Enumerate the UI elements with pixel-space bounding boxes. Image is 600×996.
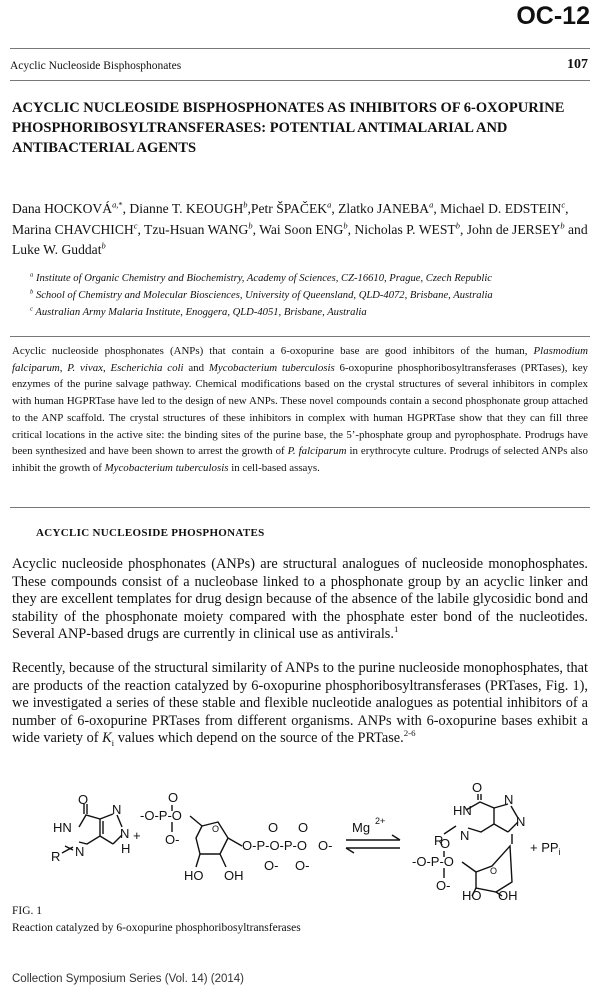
author-name: Dana HOCKOVÁ [12,201,113,216]
svg-text:N: N [75,844,85,859]
svg-text:R: R [434,833,444,848]
author-affiliation-mark: a,* [112,199,123,210]
author-affiliation-mark: b [248,219,253,230]
abstract-rule-top [10,336,590,337]
affiliations [30,270,590,321]
author-affiliation-mark: c [133,219,138,230]
author-name: Luke W. Guddat [12,242,102,257]
author-name: Petr ŠPAČEK [250,201,328,216]
svg-text:OH: OH [224,868,244,883]
svg-text:O: O [472,780,483,795]
svg-text:OH: OH [498,888,518,902]
section-heading: ACYCLIC NUCLEOSIDE PHOSPHONATES [36,527,265,539]
svg-text:N: N [516,814,526,829]
svg-text:HN: HN [453,803,472,818]
svg-text:HO: HO [462,888,482,902]
plus-sign: + [133,828,141,843]
figure-label: FIG. 1 [12,905,43,917]
svg-text:HO: HO [184,868,204,883]
svg-text:N: N [120,826,130,841]
svg-text:Mg: Mg [352,820,371,835]
svg-text:O: O [168,790,179,805]
author-name: Wai Soon ENG [259,221,344,237]
author-name: Zlatko JANEBA [338,201,430,216]
footer-series: Collection Symposium Series (Vol. 14) (2014) [12,973,245,985]
svg-text:O-: O- [436,878,451,893]
svg-text:N: N [112,802,122,817]
pyrophosphate-product: + $PP_i$ [530,840,561,857]
paragraph-1: Acyclic nucleoside phosphonates (ANPs) are structural analogues of nucleoside monophosphates. These compounds consist of a nucleobase linked to a phosphonate group by an acyclic linker and they are excellent templates for drug design because of the absence of the labile glycosidic bond and stability of the phosphonate moiety compared with the phosphate ester bond of the nucleotides. Several ANP-based drugs are currently in clinical use as antivirals.$^1$ [12,556,588,643]
session-code: OC-12 [516,2,590,30]
svg-text:O: O [78,792,89,807]
svg-text:N: N [504,792,514,807]
author-affiliation-mark: b [343,219,348,230]
article-title: ACYCLIC NUCLEOSIDE BISPHOSPHONATES AS INHIBITORS OF 6-OXOPURINE PHOSPHORIBOSYLTRANSFERASES: POTENTIAL ANTIMALARIAL AND ANTIBACTERIAL AGENTS [12,100,565,156]
svg-text:O-P-O-P-O: O-P-O-P-O [242,838,307,853]
affiliation-a: $^a$ Institute of Organic Chemistry and Biochemistry, Academy of Sciences, CZ-16610, Prague, Czech Republic [30,271,492,284]
svg-text:O-: O- [165,832,180,847]
author-affiliation-mark: b [455,219,460,230]
author-name: Dianne T. KEOUGH [129,201,244,216]
svg-text:O-: O- [318,838,333,853]
svg-text:HN: HN [53,820,72,835]
running-title: Acyclic Nucleoside Bisphosphonates [10,60,182,72]
svg-text:O: O [212,824,220,834]
svg-text:O: O [490,866,498,876]
svg-text:-O-P-O: -O-P-O [140,808,182,823]
author-list: Dana $HOCKOVÁ^{a,*}$, Dianne T. KEOUGH$^b$,Petr ŠPAČEK$^a$, Zlatko JANEBA$^a$, Michael D. EDSTEIN$^c$, Marina CHAVCHICH$^c$, Tzu-Hsuan WANG$^b$, Wai Soon ENG$^b$, Nicholas P. WEST$^b$, John de JERSEY$^b$ and Luke W. Guddat$^b$ [12,199,588,257]
imp-product [412,780,525,902]
citation: 1 [393,624,399,635]
author-affiliation-mark: a [327,199,332,210]
header-rule-bottom [10,80,590,81]
abstract: Acyclic nucleoside phosphonates (ANPs) that contain a 6-oxopurine base are good inhibitors of the human, Plasmodium falciparum, P. vivax, Escherichia coli and Mycobacterium tuberculosis 6-oxopurine phosphoribosyltransferases (PRTases), key enzymes of the purine salvage pathway. Chemical modifications based on the crystal structures of several inhibitors in complex with human HGPRTase have led to the design of new ANPs. These novel compounds contain a second phosphonate group attached to the ANP scaffold. The crystal structures of these inhibitors in complex with human HGPRTase show that they can fill three critical locations in the active site: the binding sites of the purine base, the 5’-phosphate group and pyrophosphate. Prodrugs have been synthesized and have been shown to arrest the growth of P. falciparum in erythrocyte culture. Prodrugs of selected ANPs also inhibit the growth of Mycobacterium tuberculosis in cell-based assays. [12,345,588,474]
author-affiliation-mark: b [101,240,106,251]
svg-text:-O-P-O: -O-P-O [412,854,454,869]
author-name: Tzu-Hsuan WANG [144,221,249,237]
header-rule-top [10,48,590,49]
purine-base-reactant [51,792,130,864]
svg-text:O-: O- [295,858,310,873]
reaction-scheme [0,762,600,902]
svg-text:H: H [121,841,131,856]
author-affiliation-mark: a [429,199,434,210]
author-affiliation-mark: b [243,199,248,210]
affiliation-b: $^b$ School of Chemistry and Molecular Biosciences, University of Queensland, QLD-4072, Brisbane, Australia [30,288,493,301]
citation: 2-6 [403,728,416,739]
affiliation-c: $^c$ Australian Army Malaria Institute, Enoggera, QLD-4051, Brisbane, Australia [30,305,367,318]
author-name: Marina CHAVCHICH [12,221,134,237]
svg-text:2+: 2+ [375,816,386,826]
author-name: Michael D. EDSTEIN [440,201,562,216]
equilibrium-arrows [346,816,400,853]
svg-text:O: O [298,820,309,835]
svg-text:R: R [51,849,61,864]
author-name: John de JERSEY [466,221,561,237]
svg-text:O: O [440,836,451,851]
svg-text:N: N [460,828,470,843]
abstract-rule-bottom [10,507,590,508]
svg-text:O: O [268,820,279,835]
author-name: Nicholas P. WEST [354,221,456,237]
svg-text:O-: O- [264,858,279,873]
figure-caption: Reaction catalyzed by 6-oxopurine phosphoribosyltransferases [12,922,301,934]
prpp-reactant [140,790,332,883]
author-affiliation-mark: c [561,199,566,210]
author-affiliation-mark: b [560,219,565,230]
page-number: 107 [567,57,588,72]
paragraph-2: Recently, because of the structural similarity of ANPs to the purine nucleoside monophosphates, that are products of the reaction catalyzed by 6-oxopurine phosphoribosyltransferases (PRTases, Fig. 1), we investigated a series of these stable and flexible nucleotide analogues as potential inhibitors of a number of 6-oxopurine PRTases from different organisms. ANPs with 6-oxopurine bases exhibit a wide variety of $K_i$ values which depend on the source of the PRTase.$^{2-6}$ [12,660,588,749]
